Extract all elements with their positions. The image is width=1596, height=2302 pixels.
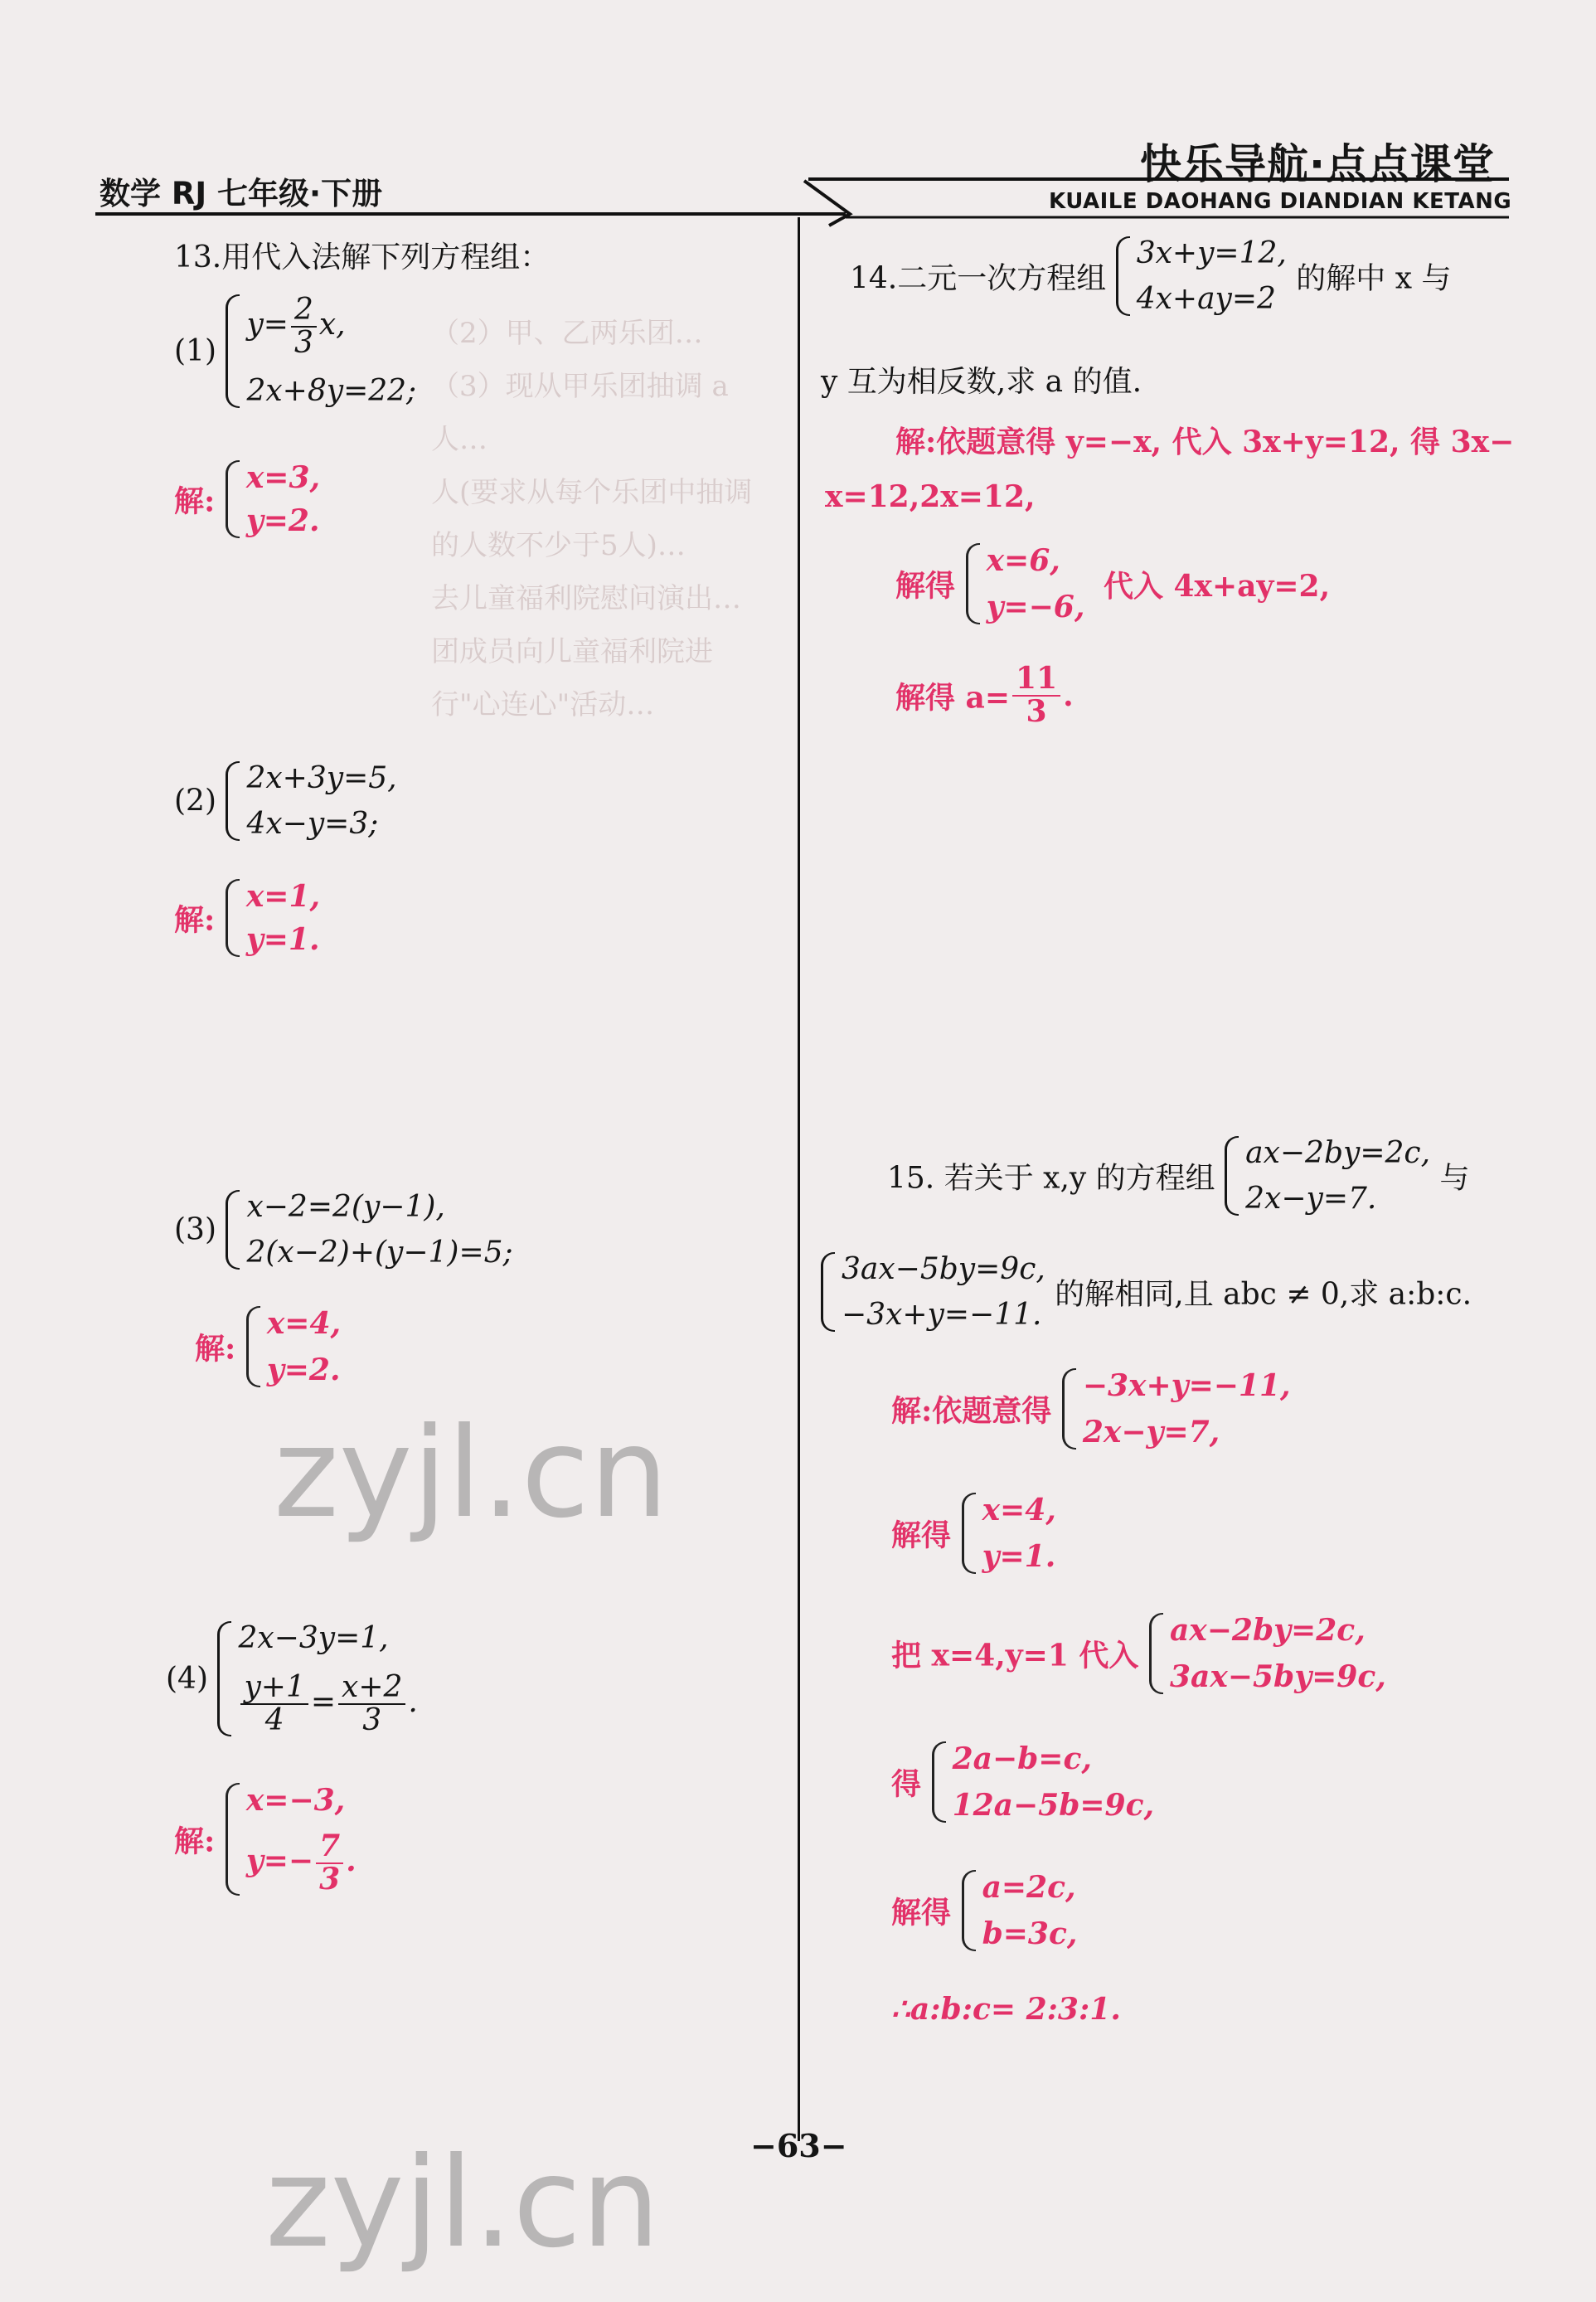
q13-part2: (2) 2x+3y=5, 4x−y=3; xyxy=(174,761,397,841)
column-divider xyxy=(798,217,800,2141)
q15-statement-line2: 3ax−5by=9c, −3x+y=−11. 的解相同,且 abc ≠ 0,求 a:b:c. xyxy=(821,1252,1472,1332)
header-book-title: 数学 RJ 七年级·下册 xyxy=(99,176,383,211)
q15-statement: 15. 若关于 x,y 的方程组 ax−2by=2c, 2x−y=7. 与 xyxy=(887,1136,1470,1216)
header-rule xyxy=(0,0,1596,240)
q15-solution-line3: 把 x=4,y=1 代入 ax−2by=2c, 3ax−5by=9c, xyxy=(891,1613,1386,1694)
q14-solution-line2: x=12,2x=12, xyxy=(825,479,1036,514)
part-label: (1) xyxy=(174,333,216,368)
watermark: zyjl.cn xyxy=(274,1401,669,1546)
q15-solution-conclusion: ∴a:b:c= 2:3:1. xyxy=(891,1992,1121,2027)
q15-solution-line5: 解得 a=2c, b=3c, xyxy=(891,1870,1078,1951)
q14-statement: 14.二元一次方程组 3x+y=12, 4x+ay=2 的解中 x 与 xyxy=(850,236,1452,316)
q14-statement-line2: y 互为相反数,求 a 的值. xyxy=(821,365,1142,399)
q14-solution-line3: 解得 x=6, y=−6, 代入 4x+ay=2, xyxy=(895,543,1331,624)
q13-part4-answer: 解: x=−3, y=− $\frac{7}{3}$ . xyxy=(174,1783,357,1896)
q14-solution-line1: 解:依题意得 y=−x, 代入 3x+y=12, 得 3x− xyxy=(895,425,1515,459)
q13-title: 13.用代入法解下列方程组： xyxy=(174,240,551,274)
q15-solution-line4: 得 2a−b=c, 12a−5b=9c, xyxy=(891,1741,1155,1823)
q15-solution-line2: 解得 x=4, y=1. xyxy=(891,1493,1056,1574)
q14-solution-line4: 解得 a= $\frac{11}{3}$ . xyxy=(895,661,1074,729)
watermark: zyjl.cn xyxy=(265,2131,661,2275)
header-brand-en: KUAILE DAOHANG DIANDIAN KETANG xyxy=(1049,189,1512,214)
q13-part2-answer: 解: x=1, y=1. xyxy=(174,879,321,957)
page-number: −63− xyxy=(750,2127,847,2164)
q13-part1: (1) y= $\frac{2}{3}$ x, 2x+8y=22; xyxy=(174,293,417,408)
q13-part4: (4) 2x−3y=1, $\frac{y+1}{4}$ = $\frac{x+2}{3}$ . xyxy=(166,1621,418,1737)
bleed-through-text: （2）甲、乙两乐团… （3）现从甲乐团抽调 a 人… 人(要求从每个乐团中抽调的人数不少于5人)… 去儿童福利院慰问演出… 团成员向儿童福利院进行"心连心"活动… xyxy=(431,317,753,721)
q13-part1-answer: 解: x=3, y=2. xyxy=(174,460,321,538)
q15-solution-line1: 解:依题意得 −3x+y=−11, 2x−y=7, xyxy=(891,1368,1291,1450)
q13-part3: (3) x−2=2(y−1), 2(x−2)+(y−1)=5; xyxy=(174,1190,513,1270)
q13-part3-answer: 解: x=4, y=2. xyxy=(195,1306,342,1387)
header-brand: 快乐导航·点点课堂 xyxy=(1140,140,1495,188)
